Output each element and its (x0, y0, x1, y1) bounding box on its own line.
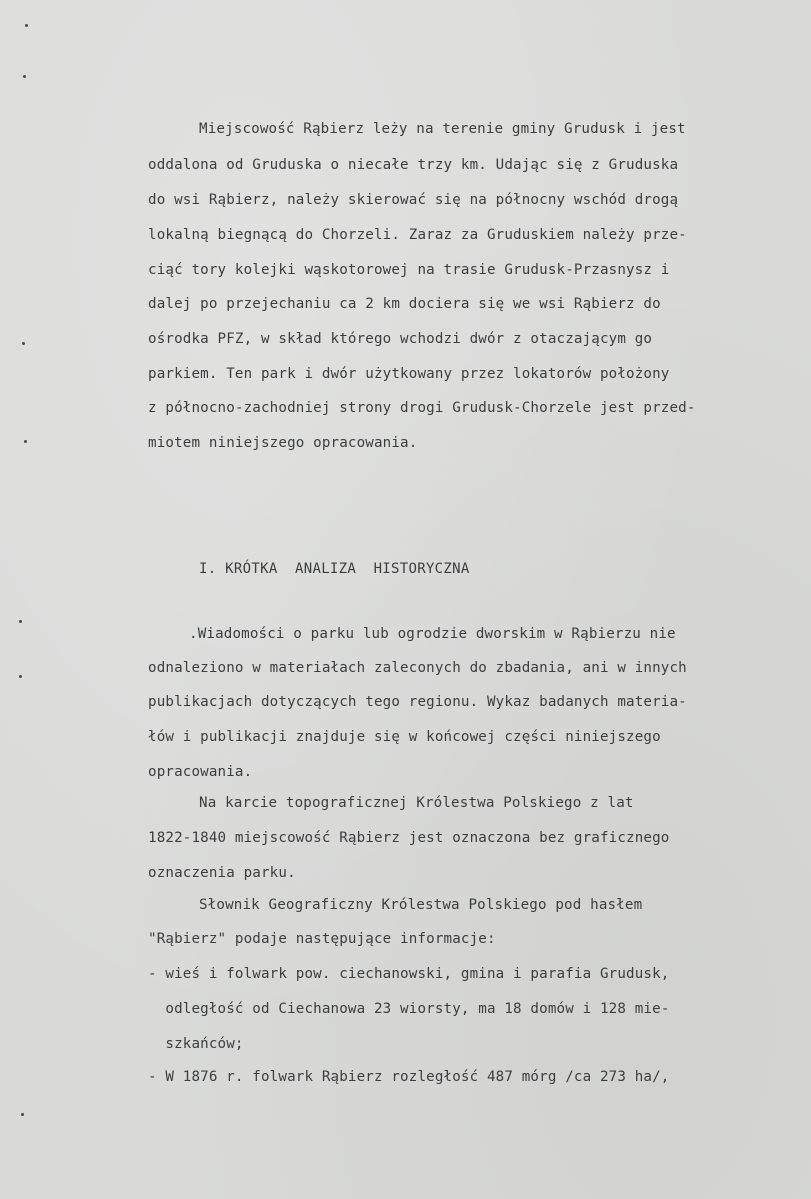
intro-line: ciąć tory kolejki wąskotorowej na trasie Grudusk-Przasnysz i (148, 262, 670, 278)
history-line: odnaleziono w materiałach zaleconych do zbadania, ani w innych (148, 660, 687, 676)
intro-line: do wsi Rąbierz, należy skierować się na północny wschód drogą (148, 192, 679, 208)
map-line: oznaczenia parku. (148, 865, 296, 881)
history-line: publikacjach dotyczących tego regionu. Wykaz badanych materia- (148, 694, 687, 710)
margin-mark (19, 620, 22, 623)
list-item: - wieś i folwark pow. ciechanowski, gmina i parafia Grudusk, (148, 966, 670, 982)
margin-mark (19, 675, 22, 678)
margin-mark (21, 1113, 24, 1116)
intro-line: parkiem. Ten park i dwór użytkowany przez lokatorów położony (148, 366, 670, 382)
intro-line: lokalną biegnącą do Chorzeli. Zaraz za Gruduskiem należy prze- (148, 227, 687, 243)
map-line: Na karcie topograficznej Królestwa Polskiego z lat (199, 795, 634, 811)
margin-mark (24, 440, 27, 443)
map-line: 1822-1840 miejscowość Rąbierz jest oznaczona bez graficznego (148, 830, 670, 846)
margin-mark (22, 342, 25, 345)
intro-line: Miejscowość Rąbierz leży na terenie gminy Grudusk i jest (199, 121, 686, 137)
list-item: odległość od Ciechanowa 23 wiorsty, ma 18 domów i 128 mie- (148, 1001, 670, 1017)
intro-line: dalej po przejechaniu ca 2 km dociera się we wsi Rąbierz do (148, 296, 661, 312)
history-line: opracowania. (148, 764, 253, 780)
margin-mark (23, 75, 26, 78)
intro-line: oddalona od Gruduska o niecałe trzy km. Udając się z Gruduska (148, 157, 679, 173)
list-item: - W 1876 r. folwark Rąbierz rozległość 487 mórg /ca 273 ha/, (148, 1069, 670, 1085)
intro-line: ośrodka PFZ, w skład którego wchodzi dwór z otaczającym go (148, 331, 653, 347)
history-line: .Wiadomości o parku lub ogrodzie dworskim w Rąbierzu nie (189, 626, 676, 642)
intro-line: z północno-zachodniej strony drogi Grudusk-Chorzele jest przed- (148, 400, 696, 416)
margin-mark (25, 24, 28, 27)
intro-line: miotem niniejszego opracowania. (148, 435, 418, 451)
dictionary-line: Słownik Geograficzny Królestwa Polskiego pod hasłem (199, 897, 643, 913)
section-heading: I. KRÓTKA ANALIZA HISTORYCZNA (199, 561, 470, 577)
list-item: szkańców; (148, 1036, 244, 1052)
dictionary-line: "Rąbierz" podaje następujące informacje: (148, 931, 496, 947)
history-line: łów i publikacji znajduje się w końcowej części niniejszego (148, 729, 661, 745)
